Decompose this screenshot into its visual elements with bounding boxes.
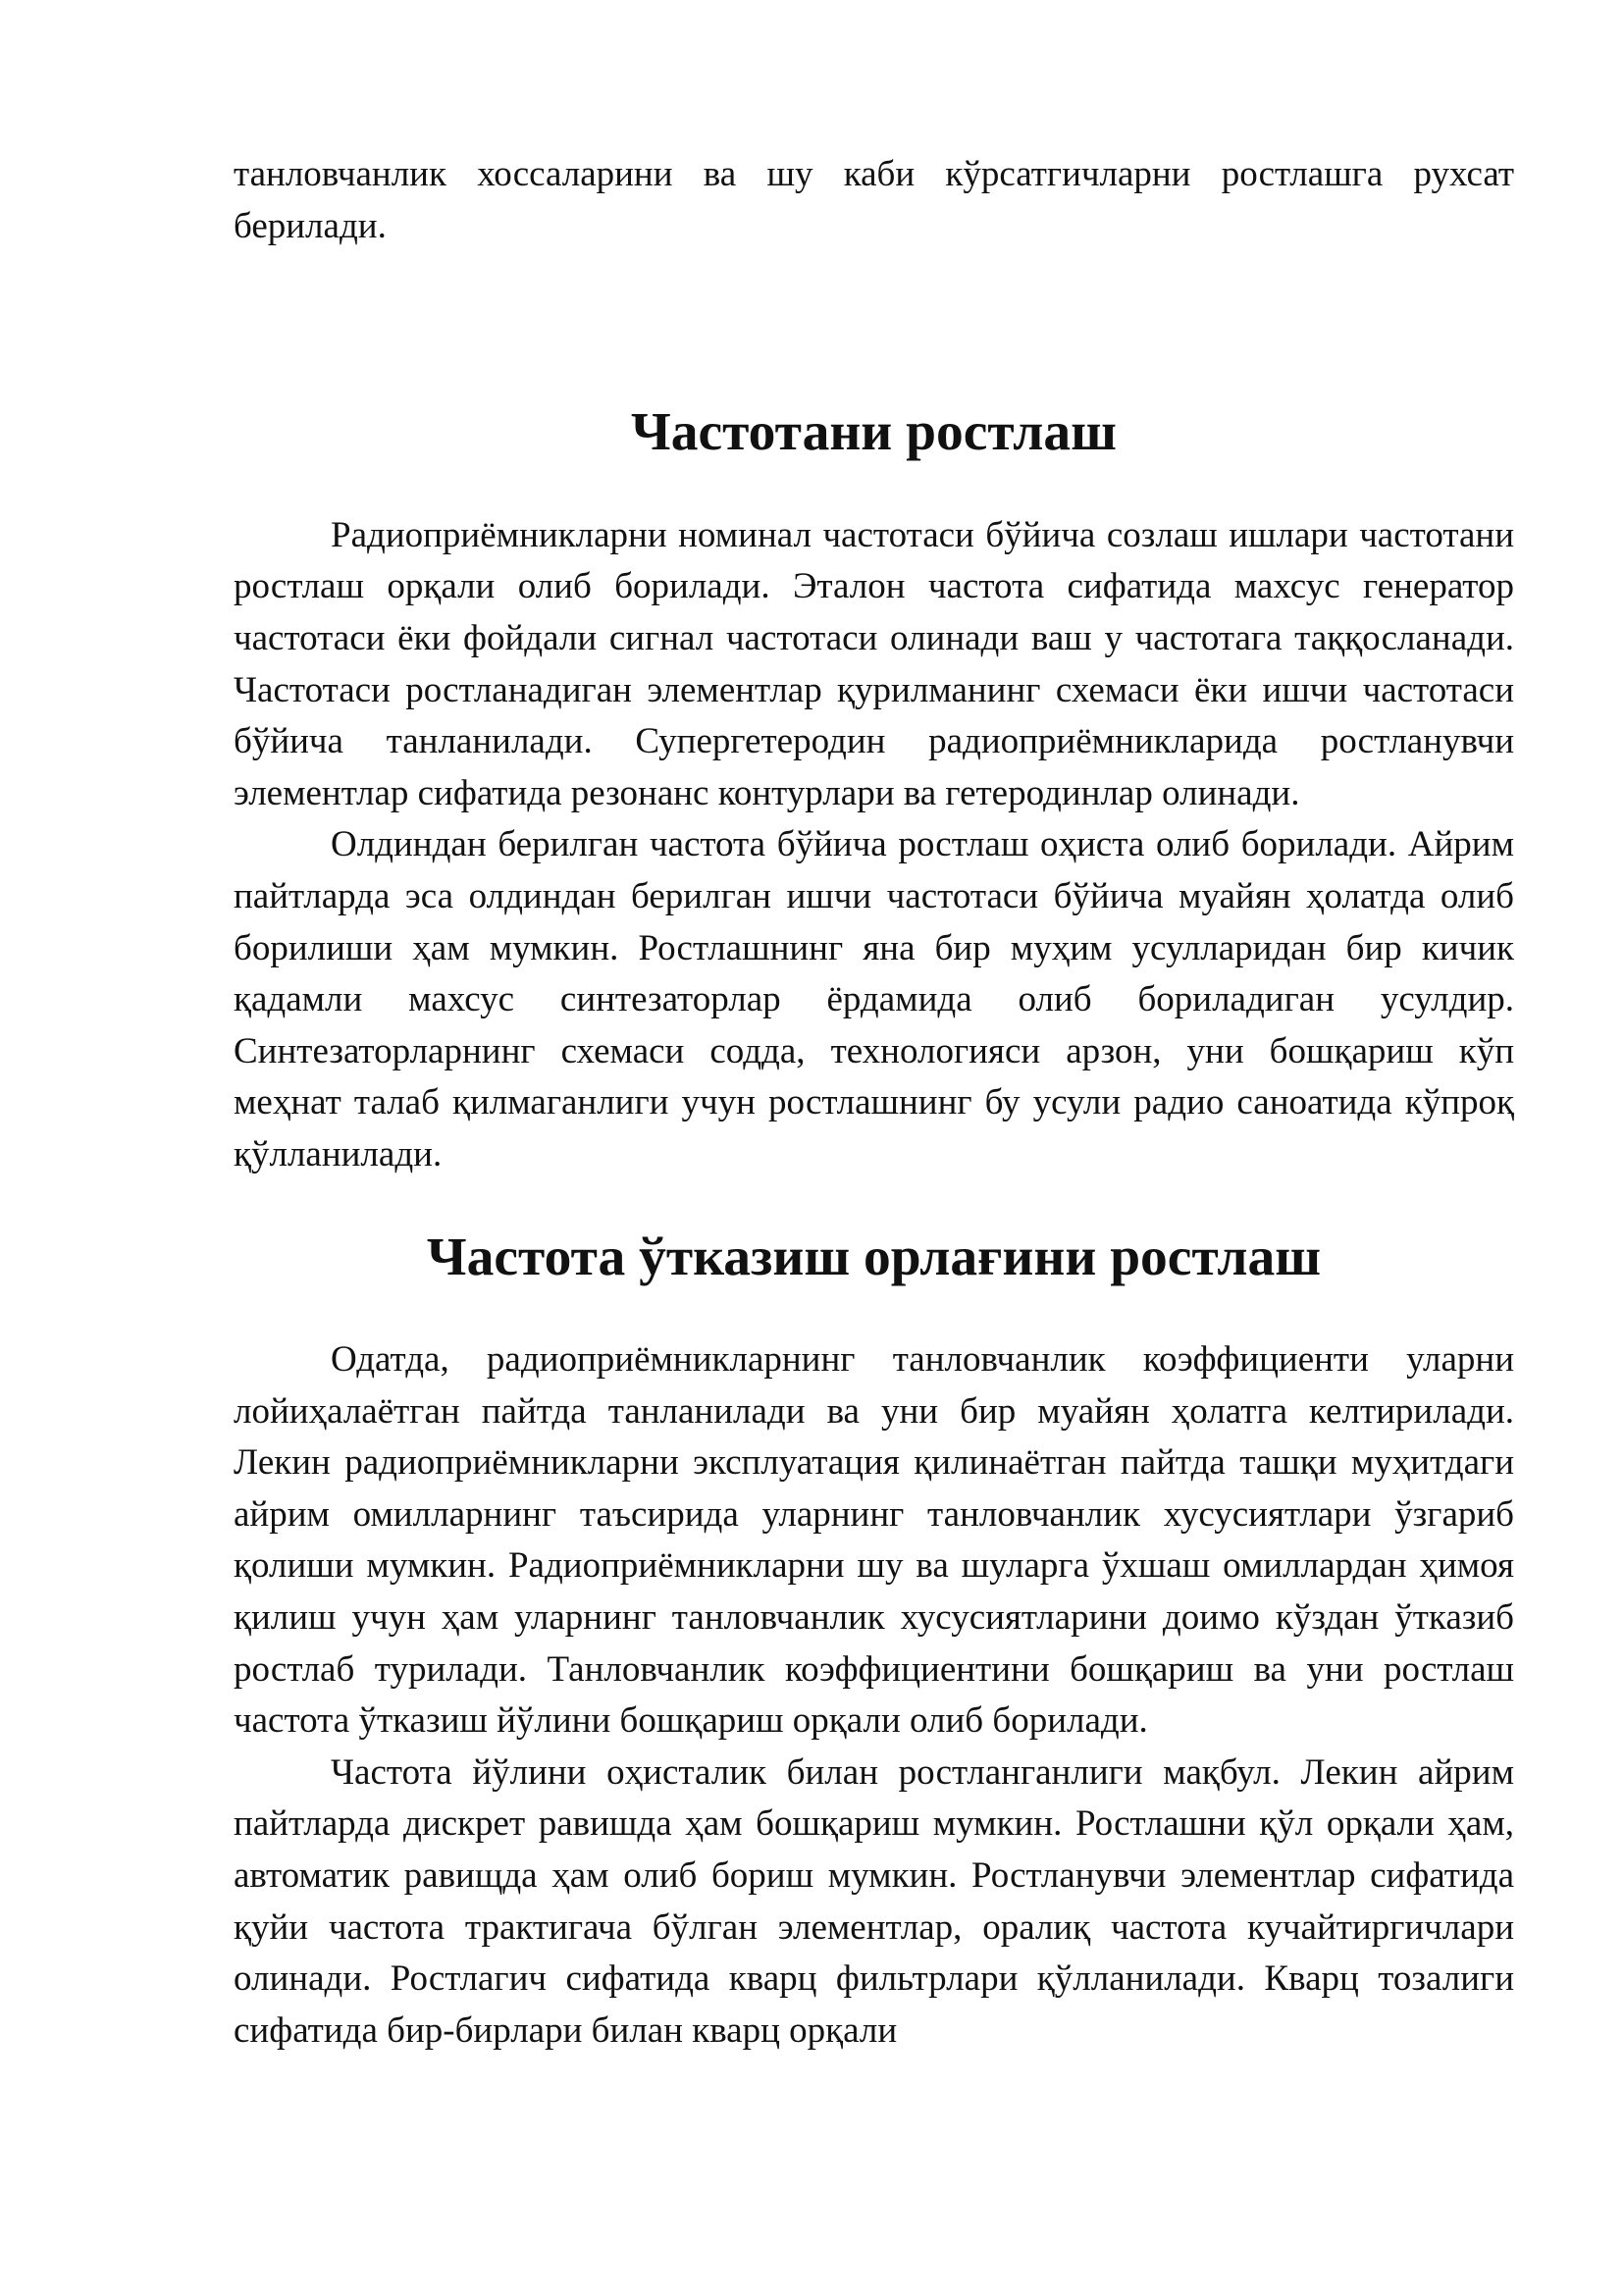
section-heading-frequency-tuning: Частотани ростлаш xyxy=(630,402,1118,463)
section1-paragraph-1: Радиоприёмникларни номинал частотаси бўйича созлаш ишлари частотани ростлаш орқали олиб борилади. Эталон частота сифатида махсус генератор частотаси ёки фойдали сигнал частотаси олинади ваш у частотага таққосланади. Частотаси ростланадиган элементлар қурилманинг схемаси ёки ишчи частотаси бўйича танланилади. Супергетеродин радиоприёмникларида ростланувчи элементлар сифатида резонанс контурлари ва гетеродинлар олинади. xyxy=(234,514,1514,813)
intro-paragraph: танловчанлик хоссаларини ва шу каби кўрсатгичларни ростлашга рухсат берилади. xyxy=(234,154,1514,246)
document-page xyxy=(234,149,1514,2057)
section1-paragraph-2: Олдиндан берилган частота бўйича ростлаш оҳиста олиб борилади. Айрим пайтларда эса олдиндан берилган ишчи частотаси бўйича муайян ҳолатда олиб борилиши ҳам мумкин. Ростлашнинг яна бир муҳим усулларидан бир кичик қадамли махсус синтезаторлар ёрдамида олиб бориладиган усулдир. Синтезаторларнинг схемаси содда, технологияси арзон, уни бошқариш кўп меҳнат талаб қилмаганлиги учун ростлашнинг бу усули радио саноатида кўпроқ қўлланилади. xyxy=(234,824,1514,1174)
section2-paragraph-1: Одатда, радиоприёмникларнинг танловчанлик коэффициенти уларни лойиҳалаётган пайтда танланилади ва уни бир муайян ҳолатга келтирилади. Лекин радиоприёмникларни эксплуатация қилинаётган пайтда ташқи муҳитдаги айрим омилларнинг таъсирида уларнинг танловчанлик хусусиятлари ўзгариб қолиши мумкин. Радиоприёмникларни шу ва шуларга ўхшаш омиллардан ҳимоя қилиш учун ҳам уларнинг танловчанлик хусусиятларини доимо кўздан ўтказиб ростлаб турилади. Танловчанлик коэффициентини бошқариш ва уни ростлаш частота ўтказиш йўлини бошқариш орқали олиб борилади. xyxy=(234,1339,1514,1742)
section-heading-bandwidth-tuning: Частота ўтказиш орлағини ростлаш xyxy=(426,1226,1322,1287)
section2-paragraph-2: Частота йўлини оҳисталик билан ростланганлиги мақбул. Лекин айрим пайтларда дискрет равишда ҳам бошқариш мумкин. Ростлашни қўл орқали ҳам, автоматик равищда ҳам олиб бориш мумкин. Ростланувчи элементлар сифатида қуйи частота трактигача бўлган элементлар, оралиқ частота кучайтиргичлари олинади. Ростлагич сифатида кварц фильтрлари қўлланилади. Кварц тозалиги сифатида бир-бирлари билан кварц орқали xyxy=(234,1751,1514,2051)
